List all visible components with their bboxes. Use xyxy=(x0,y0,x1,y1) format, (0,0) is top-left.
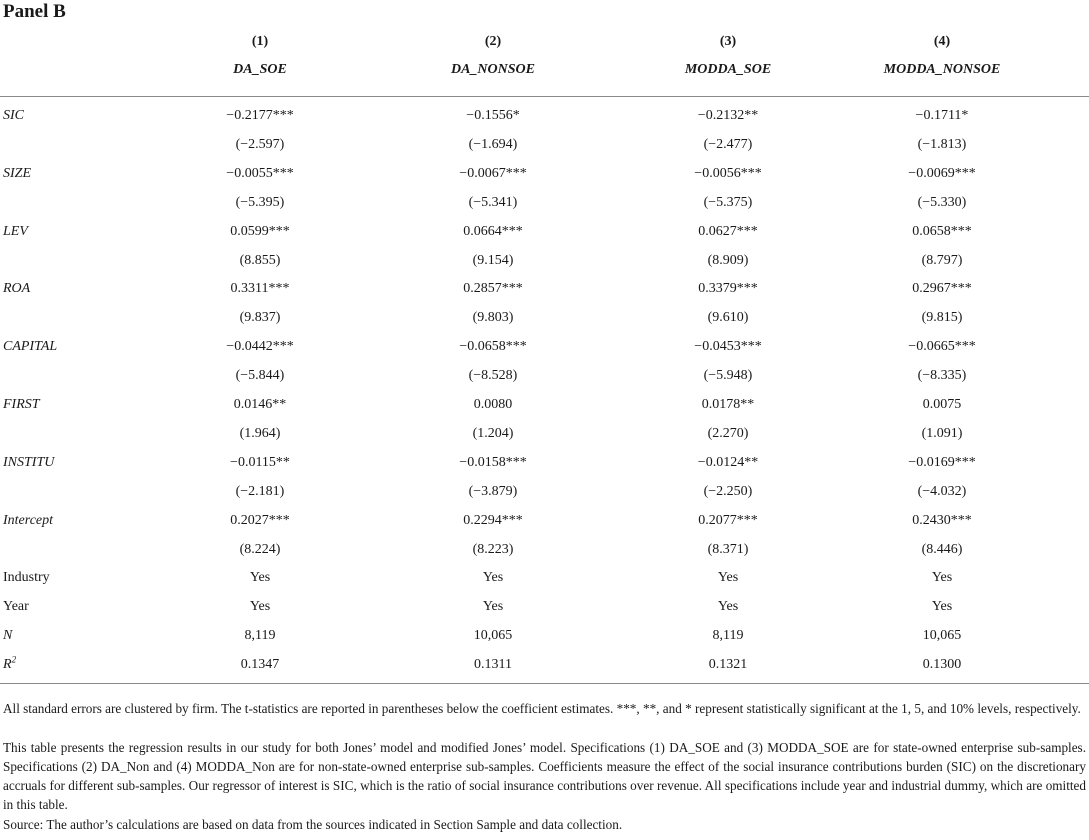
table-cell: 0.0664*** xyxy=(463,223,523,239)
note-source-text: Source: The author’s calculations are based on data from the sources indicated in Section Sample and data collection. xyxy=(3,817,623,832)
table-cell: (8.855) xyxy=(239,252,281,268)
table-cell: 0.0178** xyxy=(701,397,755,412)
table-cell: 0.0080 xyxy=(473,397,513,412)
table-cell: 0.1347 xyxy=(240,657,280,673)
row-label-text: Year xyxy=(3,599,29,615)
table-cell: 8,119 xyxy=(712,628,744,644)
table-cell: Yes xyxy=(249,599,271,615)
table-cell: Yes xyxy=(931,599,953,615)
table-row xyxy=(0,451,1089,480)
table-cell: (−2.597) xyxy=(235,136,285,152)
table-cell: Yes xyxy=(931,570,953,586)
table-cell: (−5.395) xyxy=(235,194,285,210)
row-label xyxy=(3,166,31,182)
table-cell: 0.2430*** xyxy=(912,512,972,528)
row-label-text: SIZE xyxy=(3,165,31,181)
column-variable-4: MODDA_NONSOE xyxy=(883,62,1001,77)
table-row xyxy=(0,306,1089,335)
table-row xyxy=(0,624,1089,653)
table-cell: (8.223) xyxy=(472,541,514,557)
notes-source xyxy=(3,815,1086,834)
table-cell: 0.0627*** xyxy=(698,223,758,239)
table-cell: 0.2027*** xyxy=(230,512,290,528)
table-cell: (−4.032) xyxy=(917,483,967,499)
table-row xyxy=(0,653,1089,682)
table-cell: −0.2132** xyxy=(697,108,759,123)
table-cell: 0.1321 xyxy=(708,657,748,673)
table-cell: 0.0075 xyxy=(922,397,962,412)
table-cell: (9.803) xyxy=(472,310,514,326)
table-cell: (9.837) xyxy=(239,310,281,326)
row-label-superscript: 2 xyxy=(11,654,17,665)
row-label xyxy=(3,281,30,297)
table-row xyxy=(0,364,1089,393)
table-cell: −0.0056*** xyxy=(694,165,762,181)
table-cell: (9.815) xyxy=(921,310,963,326)
table-cell: Yes xyxy=(482,599,504,615)
table-cell: 0.0658*** xyxy=(912,223,972,239)
table-row xyxy=(0,393,1089,422)
table-row xyxy=(0,162,1089,191)
table-cell: (9.154) xyxy=(472,252,514,268)
row-label-text: LEV xyxy=(3,223,28,239)
table-cell: −0.1711* xyxy=(915,108,969,123)
column-number-4: (4) xyxy=(933,34,951,49)
table-cell: 8,119 xyxy=(244,628,276,644)
table-row xyxy=(0,277,1089,306)
row-label xyxy=(3,224,28,240)
row-label xyxy=(3,513,53,529)
table-row xyxy=(0,480,1089,509)
table-cell: −0.0658*** xyxy=(459,339,527,355)
table-cell: (−2.181) xyxy=(235,483,285,499)
table-cell: −0.0067*** xyxy=(459,165,527,181)
table-cell: −0.2177*** xyxy=(226,108,294,123)
table-row xyxy=(0,133,1089,162)
row-label-text: INSTITU xyxy=(3,454,55,470)
table-cell: −0.1556* xyxy=(466,108,520,123)
table-cell: (8.909) xyxy=(707,252,749,268)
panel-title: Panel B xyxy=(3,1,66,22)
table-cell: 0.2857*** xyxy=(463,281,523,297)
row-label xyxy=(3,599,29,615)
table-cell: (−2.477) xyxy=(703,136,753,152)
table-row xyxy=(0,191,1089,220)
table-row xyxy=(0,249,1089,278)
table-cell: 0.0599*** xyxy=(230,223,290,239)
table-cell: −0.0442*** xyxy=(226,339,294,355)
table-cell: (1.091) xyxy=(921,425,963,441)
row-label-text: ROA xyxy=(3,281,31,297)
table-cell: −0.0115** xyxy=(230,454,290,470)
table-cell: −0.0124** xyxy=(697,454,759,470)
table-cell: (−1.813) xyxy=(917,136,967,152)
table-row xyxy=(0,509,1089,538)
table-cell: 0.1311 xyxy=(474,657,512,673)
table-cell: (−2.250) xyxy=(703,483,753,499)
table-cell: (−1.694) xyxy=(468,136,518,152)
table-cell: (−8.335) xyxy=(917,368,967,384)
note-significance-text: All standard errors are clustered by firm. The t-statistics are reported in parentheses below the coefficient estimates. ***, **, and * represent statistically significant at the 1, 5, and 10% levels, respectively. xyxy=(3,701,1081,716)
row-label xyxy=(3,397,40,413)
table-cell: −0.0069*** xyxy=(908,165,976,181)
table-cell: (−5.375) xyxy=(703,194,753,210)
table-row xyxy=(0,566,1089,595)
notes-significance xyxy=(3,699,1086,718)
row-label-text: N xyxy=(3,628,13,644)
table-bottom-rule xyxy=(0,683,1089,684)
table-cell: 0.3311*** xyxy=(230,281,290,297)
table-cell: 10,065 xyxy=(922,628,962,644)
table-cell: 0.1300 xyxy=(922,657,962,673)
table-cell: (−3.879) xyxy=(468,483,518,499)
table-cell: (8.224) xyxy=(239,541,281,557)
table-cell: −0.0169*** xyxy=(908,454,976,470)
table-cell: 0.2077*** xyxy=(698,512,758,528)
row-label xyxy=(3,628,12,644)
notes-description xyxy=(3,738,1086,814)
table-cell: Yes xyxy=(249,570,271,586)
table-row xyxy=(0,422,1089,451)
row-label-text: Intercept xyxy=(3,512,54,528)
column-number-2: (2) xyxy=(484,34,502,49)
table-row xyxy=(0,595,1089,624)
table-cell: (1.964) xyxy=(239,425,281,441)
table-cell: −0.0158*** xyxy=(459,454,527,470)
table-row xyxy=(0,538,1089,567)
table-cell: 0.2294*** xyxy=(463,512,523,528)
table-cell: −0.0665*** xyxy=(908,339,976,355)
row-label-text: SIC xyxy=(3,108,24,123)
table-cell: (−5.844) xyxy=(235,368,285,384)
row-label xyxy=(3,570,50,586)
note-description-text: This table presents the regression results in our study for both Jones’ model and modified Jones’ model. Specifications (1) DA_SOE and (3) MODDA_SOE are for state-owned enterprise sub-samples. Specifications (2) DA_Non and (4) MODDA_Non are for non-state-owned enterprise sub-samples. Coefficients measure the effect of the social insurance contributions burden (SIC) on the discretionary accruals for different sub-samples. Our regressor of interest is SIC, which is the ratio of social insurance contributions over revenue. All specifications include year and industrial dummy, which are omitted in this table. xyxy=(3,740,1086,812)
row-label-text: R xyxy=(3,657,12,673)
table-cell: 0.3379*** xyxy=(698,281,758,297)
table-cell: (8.446) xyxy=(921,541,963,557)
column-variable-3: MODDA_SOE xyxy=(684,62,772,77)
row-label-text: FIRST xyxy=(3,397,40,412)
table-cell: (2.270) xyxy=(707,425,749,441)
column-number-3: (3) xyxy=(719,34,737,49)
table-cell: (−5.341) xyxy=(468,194,518,210)
table-cell: Yes xyxy=(717,599,739,615)
table-row xyxy=(0,220,1089,249)
table-cell: (8.797) xyxy=(921,252,963,268)
table-cell: 0.0146** xyxy=(233,397,287,412)
header-rule xyxy=(0,96,1089,97)
table-cell: (8.371) xyxy=(707,541,749,557)
row-label xyxy=(3,108,24,124)
table-cell: (−5.948) xyxy=(703,368,753,384)
row-label-text: Industry xyxy=(3,570,50,586)
table-cell: 0.2967*** xyxy=(912,281,972,297)
column-variable-2: DA_NONSOE xyxy=(450,62,535,77)
table-cell: 10,065 xyxy=(473,628,513,644)
table-cell: (9.610) xyxy=(707,310,749,326)
table-cell: −0.0453*** xyxy=(694,339,762,355)
row-label xyxy=(3,654,17,673)
table-cell: Yes xyxy=(717,570,739,586)
table-cell: (−8.528) xyxy=(468,368,518,384)
column-variable-1: DA_SOE xyxy=(233,62,287,77)
table-cell: (1.204) xyxy=(472,425,514,441)
table-cell: (−5.330) xyxy=(917,194,967,210)
table-cell: −0.0055*** xyxy=(226,165,294,181)
row-label xyxy=(3,339,57,355)
column-number-1: (1) xyxy=(251,34,269,49)
row-label-text: CAPITAL xyxy=(3,339,58,355)
table-row xyxy=(0,335,1089,364)
table-cell: Yes xyxy=(482,570,504,586)
table-row xyxy=(0,104,1089,133)
row-label xyxy=(3,455,54,471)
